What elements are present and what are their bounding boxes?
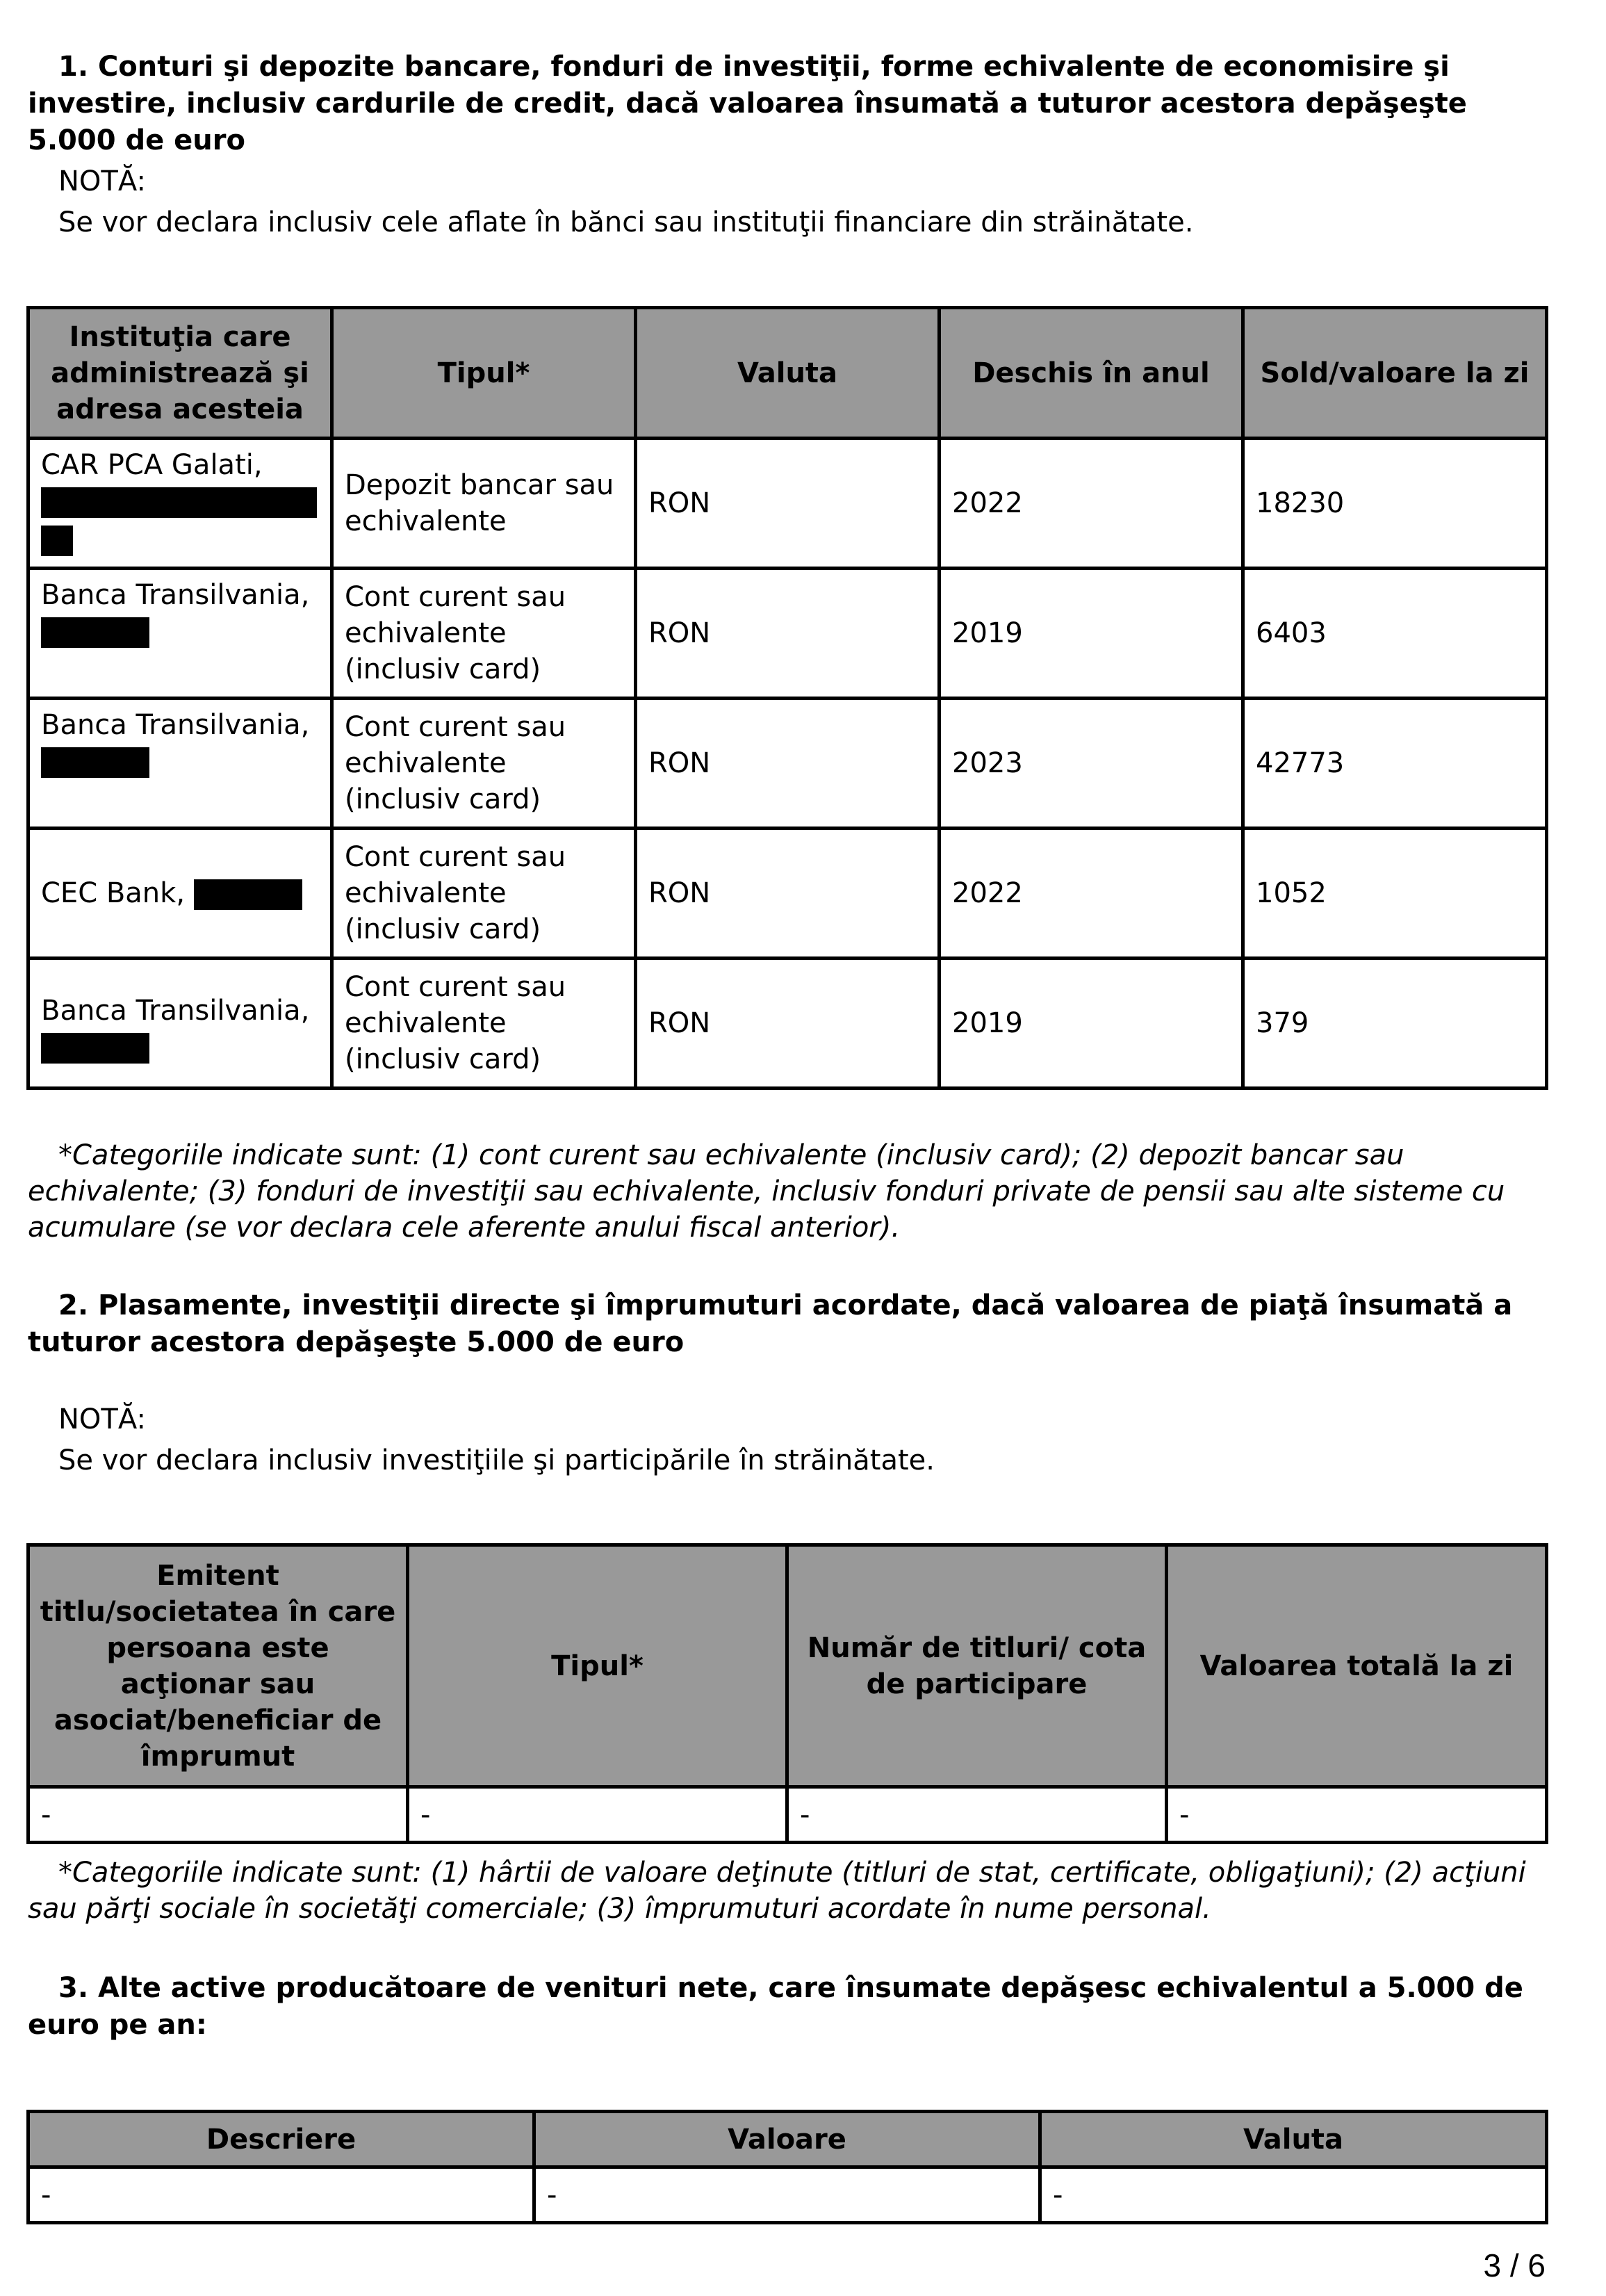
section2-heading-block (28, 1287, 1543, 1361)
column-header-total-value: Valoarea totală la zi (1167, 1545, 1547, 1787)
table-header-row (28, 308, 1547, 439)
table-row (28, 959, 1547, 1089)
table-header-row (28, 1545, 1547, 1787)
section1-footnote: *Categoriile indicate sunt: (1) cont curent sau echivalente (inclusiv card); (2) depozit bancar sau echivalente; (3) fonduri de investiţii sau echivalente, inclusiv fonduri private de pensii sau alte sisteme cu acumulare (se vor declara cele aferente anului fiscal anterior). (28, 1139, 1505, 1244)
table-cell: - (408, 1787, 787, 1843)
type-cell: Cont curent sau echivalente (inclusiv card) (332, 829, 636, 959)
table-row (28, 1787, 1547, 1843)
institution-name: CEC Bank, (41, 877, 186, 909)
institution-cell (28, 569, 332, 699)
column-header-currency: Valuta (1040, 2112, 1547, 2167)
table-cell: - (787, 1787, 1167, 1843)
table-row (28, 569, 1547, 699)
redacted-address-block (41, 617, 149, 648)
column-header-institution: Instituţia care administrează şi adresa acesteia (28, 308, 332, 439)
balance-cell: 379 (1243, 959, 1547, 1089)
section1-note-block (28, 161, 1543, 243)
year-cell: 2022 (940, 439, 1243, 569)
redacted-address-block (41, 526, 73, 556)
section2-title: 2. Plasamente, investiţii directe şi împrumuturi acordate, dacă valoarea de piaţă însumată a tuturor acestora depăşeşte 5.000 de euro (28, 1289, 1513, 1358)
table-row (28, 829, 1547, 959)
institution-name: Banca Transilvania, (41, 709, 310, 741)
redacted-address-block (41, 487, 317, 518)
column-header-type: Tipul* (332, 308, 636, 439)
type-cell: Cont curent sau echivalente (inclusiv card) (332, 569, 636, 699)
section1-heading-block (28, 49, 1543, 159)
institution-name: Banca Transilvania, (41, 579, 310, 611)
section1-footnote-block (28, 1137, 1543, 1246)
column-header-opened-year: Deschis în anul (940, 308, 1243, 439)
currency-cell: RON (636, 569, 940, 699)
redacted-address-block (194, 879, 302, 910)
currency-cell: RON (636, 829, 940, 959)
institution-name: Banca Transilvania, (41, 995, 310, 1027)
currency-cell: RON (636, 439, 940, 569)
table-header-row (28, 2112, 1547, 2167)
table-row (28, 2167, 1547, 2223)
section1-accounts-table (26, 306, 1548, 1090)
section2-investments-table (26, 1543, 1548, 1844)
column-header-description: Descriere (28, 2112, 534, 2167)
institution-cell (28, 829, 332, 959)
institution-name: CAR PCA Galati, (41, 449, 263, 481)
section2-note-label: NOTĂ: (58, 1403, 146, 1435)
table-cell: - (534, 2167, 1040, 2223)
year-cell: 2019 (940, 569, 1243, 699)
balance-cell: 6403 (1243, 569, 1547, 699)
institution-cell (28, 439, 332, 569)
table-cell: - (1040, 2167, 1547, 2223)
type-cell: Cont curent sau echivalente (inclusiv card) (332, 959, 636, 1089)
section1-note-text: Se vor declara inclusiv cele aflate în bănci sau instituţii financiare din străinătate. (58, 206, 1194, 238)
year-cell: 2019 (940, 959, 1243, 1089)
section2-footnote: *Categoriile indicate sunt: (1) hârtii de valoare deţinute (titluri de stat, certificate, obligaţiuni); (2) acţiuni sau părţi sociale în societăţi comerciale; (3) împrumuturi acordate în nume personal. (28, 1857, 1526, 1925)
institution-cell (28, 959, 332, 1089)
year-cell: 2022 (940, 829, 1243, 959)
balance-cell: 18230 (1243, 439, 1547, 569)
balance-cell: 1052 (1243, 829, 1547, 959)
table-cell: - (28, 2167, 534, 2223)
table-cell: - (1167, 1787, 1547, 1843)
balance-cell: 42773 (1243, 699, 1547, 829)
redacted-address-block (41, 747, 149, 778)
type-cell: Depozit bancar sau echivalente (332, 439, 636, 569)
column-header-issuer: Emitent titlu/societatea în care persoana este acţionar sau asociat/beneficiar de împrumut (28, 1545, 408, 1787)
currency-cell: RON (636, 699, 940, 829)
column-header-value: Valoare (534, 2112, 1040, 2167)
table-cell: - (28, 1787, 408, 1843)
section2-note-text: Se vor declara inclusiv investiţiile şi participările în străinătate. (58, 1444, 935, 1476)
column-header-balance: Sold/valoare la zi (1243, 308, 1547, 439)
section2-note-block (28, 1399, 1543, 1481)
section1-title: 1. Conturi şi depozite bancare, fonduri de investiţii, forme echivalente de economisire şi investire, inclusiv cardurile de credit, dacă valoarea însumată a tuturor acestora depăşeşte 5.000 de euro (28, 51, 1467, 156)
section3-other-assets-table (26, 2110, 1548, 2224)
column-header-share-count: Număr de titluri/ cota de participare (787, 1545, 1167, 1787)
table-row (28, 439, 1547, 569)
currency-cell: RON (636, 959, 940, 1089)
section2-footnote-block (28, 1855, 1543, 1927)
column-header-currency: Valuta (636, 308, 940, 439)
section1-note-label: NOTĂ: (58, 165, 146, 197)
section3-heading-block (28, 1970, 1543, 2044)
redacted-address-block (41, 1033, 149, 1064)
type-cell: Cont curent sau echivalente (inclusiv card) (332, 699, 636, 829)
column-header-type: Tipul* (408, 1545, 787, 1787)
section3-title: 3. Alte active producătoare de venituri nete, care însumate depăşesc echivalentul a 5.000 de euro pe an: (28, 1972, 1523, 2041)
year-cell: 2023 (940, 699, 1243, 829)
institution-cell (28, 699, 332, 829)
table-row (28, 699, 1547, 829)
page-number: 3 / 6 (1483, 2247, 1546, 2283)
